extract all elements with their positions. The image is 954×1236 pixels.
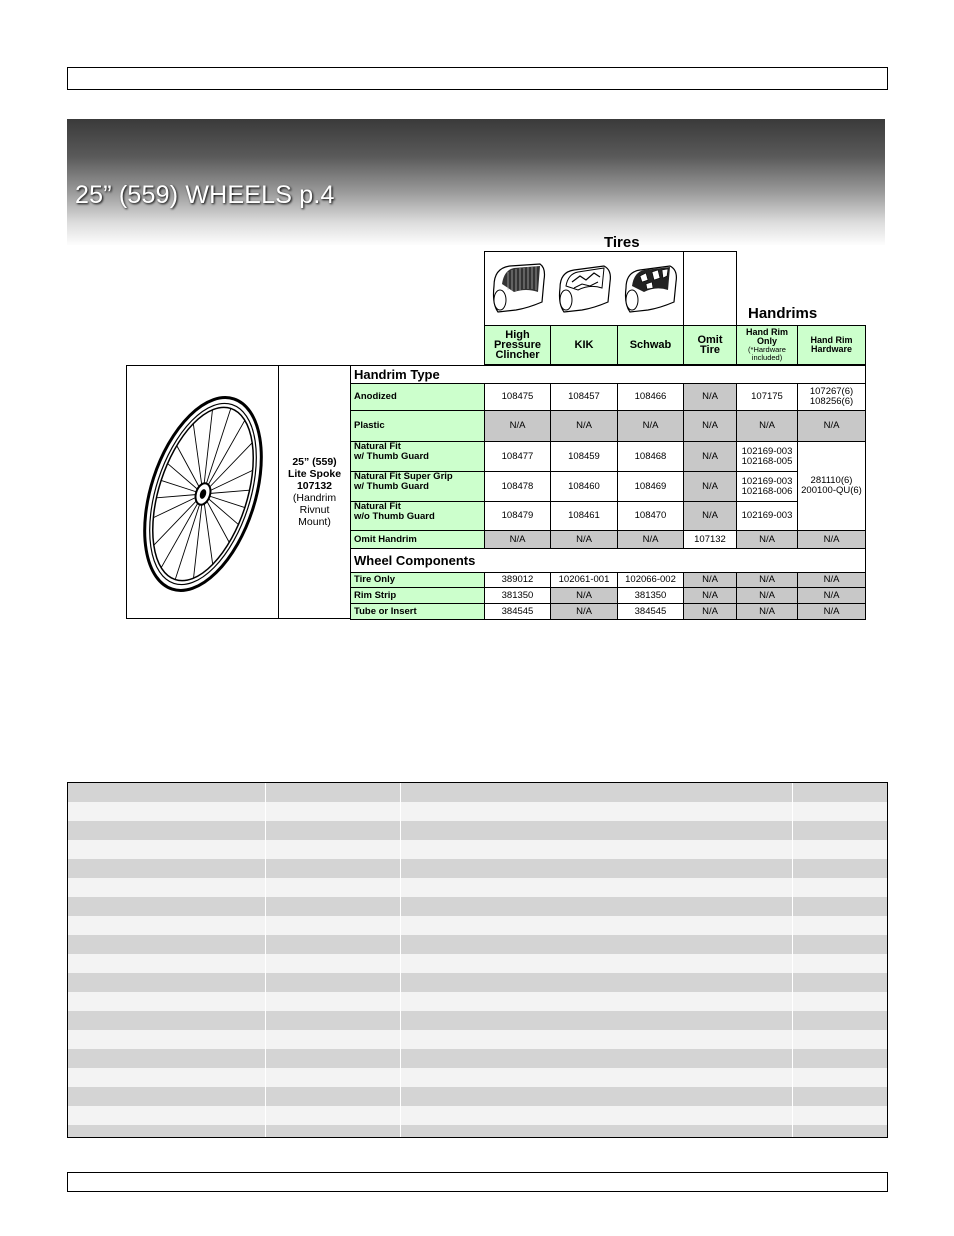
- row-label-rim-strip: Rim Strip: [350, 587, 485, 604]
- cell-value: 108479: [484, 501, 551, 531]
- page-title: 25” (559) WHEELS p.4: [75, 181, 335, 209]
- cell-line: 281110(6): [810, 475, 853, 486]
- cell-value: 108466: [617, 383, 684, 411]
- handrims-group-title: Handrims: [748, 305, 818, 322]
- table-row: [68, 878, 887, 897]
- cell-value: N/A: [736, 603, 798, 620]
- page-footer-box: [67, 1172, 888, 1192]
- col-label: High Pressure Clincher: [493, 329, 542, 361]
- cell-value: N/A: [550, 587, 618, 604]
- table-row: [68, 802, 887, 821]
- wheel-note-1: (Handrim: [292, 492, 337, 504]
- table-row: [68, 1068, 887, 1087]
- row-label-tire-only: Tire Only: [350, 572, 485, 588]
- row-label-line: Natural Fit: [354, 441, 401, 452]
- natural-fit-hardware-cell: [797, 441, 866, 531]
- wheel-description-cell: [278, 365, 351, 619]
- table-row: [68, 840, 887, 859]
- row-label-anodized: Anodized: [350, 383, 485, 411]
- cell-value: N/A: [736, 410, 798, 442]
- column-divider: [792, 783, 793, 1137]
- cell-value: N/A: [683, 501, 737, 531]
- wheel-type: Lite Spoke: [287, 468, 342, 480]
- cell-value: 107175: [736, 383, 798, 411]
- cell-value: N/A: [484, 530, 551, 549]
- col-omit-tire: [683, 325, 737, 365]
- cell-value: N/A: [683, 410, 737, 442]
- cell-value: N/A: [617, 410, 684, 442]
- table-row: [68, 954, 887, 973]
- table-row: [68, 783, 887, 802]
- row-label-natural-fit-super-grip: [350, 471, 485, 502]
- col-label: Hand Rim Only: [745, 327, 788, 346]
- cell-value: N/A: [550, 410, 618, 442]
- table-row: [68, 1125, 887, 1138]
- cell-value: [736, 471, 798, 502]
- wheel-size: 25” (559): [292, 456, 337, 468]
- cell-value: 102066-002: [617, 572, 684, 588]
- cell-value: N/A: [797, 530, 866, 549]
- cell-value: 389012: [484, 572, 551, 588]
- column-divider: [265, 783, 266, 1137]
- cell-value: 108460: [550, 471, 618, 502]
- cell-line: 102168-005: [741, 455, 793, 467]
- cell-value: 108459: [550, 441, 618, 472]
- col-hand-rim-only: [736, 325, 798, 365]
- cell-value: 108477: [484, 441, 551, 472]
- parts-list-table: [67, 782, 888, 1138]
- cell-value: 108457: [550, 383, 618, 411]
- tires-group-title: Tires: [604, 234, 640, 251]
- section-handrim-type: Handrim Type: [350, 365, 866, 384]
- col-kik: [550, 325, 618, 365]
- cell-value: N/A: [797, 572, 866, 588]
- column-divider: [400, 783, 401, 1137]
- row-label-line: Natural Fit: [354, 501, 401, 512]
- wheel-note-2: Rivnut: [299, 504, 330, 516]
- table-row: [68, 897, 887, 916]
- cell-value: N/A: [550, 530, 618, 549]
- page-header-box: [67, 67, 888, 90]
- col-label: Hand Rim Hardware: [810, 335, 853, 354]
- col-label: Schwab: [629, 339, 672, 351]
- cell-value: 102061-001: [550, 572, 618, 588]
- wheel-illustration: [133, 372, 273, 612]
- cell-value: 108475: [484, 383, 551, 411]
- cell-line: 107267(6): [809, 386, 854, 397]
- cell-value: 108461: [550, 501, 618, 531]
- row-label-natural-fit-no-thumb-guard: [350, 501, 485, 531]
- cell-value: 102169-003: [736, 501, 798, 531]
- clincher-tire-icon: [488, 258, 548, 320]
- cell-line: 102169-003: [741, 445, 793, 457]
- kik-tire-icon: [554, 258, 614, 320]
- wheel-part-number: 107132: [296, 480, 333, 492]
- cell-value: N/A: [736, 587, 798, 604]
- table-row: [68, 1049, 887, 1068]
- cell-value: N/A: [683, 603, 737, 620]
- table-row: [68, 1030, 887, 1049]
- cell-value: [736, 441, 798, 472]
- row-label-plastic: Plastic: [350, 410, 485, 442]
- cell-value: 384545: [484, 603, 551, 620]
- table-row: [68, 992, 887, 1011]
- col-label: Omit Tire: [697, 334, 723, 356]
- table-row: [68, 973, 887, 992]
- cell-line: 200100-QU(6): [801, 485, 862, 496]
- row-label-tube-or-insert: Tube or Insert: [350, 603, 485, 620]
- cell-value: N/A: [797, 587, 866, 604]
- cell-value: [797, 383, 866, 411]
- table-row: [68, 935, 887, 954]
- wheel-note-3: Mount): [298, 516, 331, 528]
- cell-value: 108478: [484, 471, 551, 502]
- schwab-tire-cell: [617, 251, 684, 326]
- cell-value: N/A: [683, 383, 737, 411]
- cell-value: N/A: [683, 471, 737, 502]
- row-label-natural-fit-thumb-guard: [350, 441, 485, 472]
- cell-value: N/A: [683, 441, 737, 472]
- col-hand-rim-hardware: [797, 325, 866, 365]
- kik-tire-cell: [550, 251, 618, 326]
- row-label-line: w/ Thumb Guard: [354, 451, 429, 462]
- cell-value: N/A: [736, 530, 798, 549]
- row-label-line: w/o Thumb Guard: [354, 511, 435, 522]
- row-label-omit-handrim: Omit Handrim: [350, 530, 485, 549]
- cell-value: N/A: [683, 572, 737, 588]
- col-note: (*Hardware included): [748, 345, 786, 362]
- cell-value: 384545: [617, 603, 684, 620]
- table-row: [68, 1011, 887, 1030]
- cell-line: 102169-003: [741, 475, 793, 487]
- cell-value: 108469: [617, 471, 684, 502]
- cell-value: 107132: [683, 530, 737, 549]
- cell-value: N/A: [617, 530, 684, 549]
- wheel-image-cell: [126, 365, 279, 619]
- row-label-line: Natural Fit Super Grip: [354, 471, 453, 482]
- clincher-tire-cell: [484, 251, 551, 326]
- cell-value: 381350: [617, 587, 684, 604]
- cell-value: N/A: [484, 410, 551, 442]
- col-schwab: [617, 325, 684, 365]
- col-high-pressure-clincher: [484, 325, 551, 365]
- table-row: [68, 821, 887, 840]
- title-banner: [67, 119, 885, 245]
- table-row: [68, 859, 887, 878]
- cell-value: N/A: [550, 603, 618, 620]
- cell-value: N/A: [736, 572, 798, 588]
- cell-line: 108256(6): [809, 396, 854, 407]
- col-label: KIK: [574, 339, 594, 351]
- cell-value: N/A: [797, 410, 866, 442]
- table-row: [68, 1087, 887, 1106]
- table-row: [68, 916, 887, 935]
- cell-value: 108468: [617, 441, 684, 472]
- cell-value: 381350: [484, 587, 551, 604]
- row-label-line: w/ Thumb Guard: [354, 481, 429, 492]
- cell-value: N/A: [683, 587, 737, 604]
- schwab-tire-icon: [620, 258, 680, 320]
- cell-line: 102168-006: [741, 485, 793, 497]
- section-wheel-components: Wheel Components: [350, 548, 866, 573]
- cell-value: N/A: [797, 603, 866, 620]
- table-row: [68, 1106, 887, 1125]
- cell-value: 108470: [617, 501, 684, 531]
